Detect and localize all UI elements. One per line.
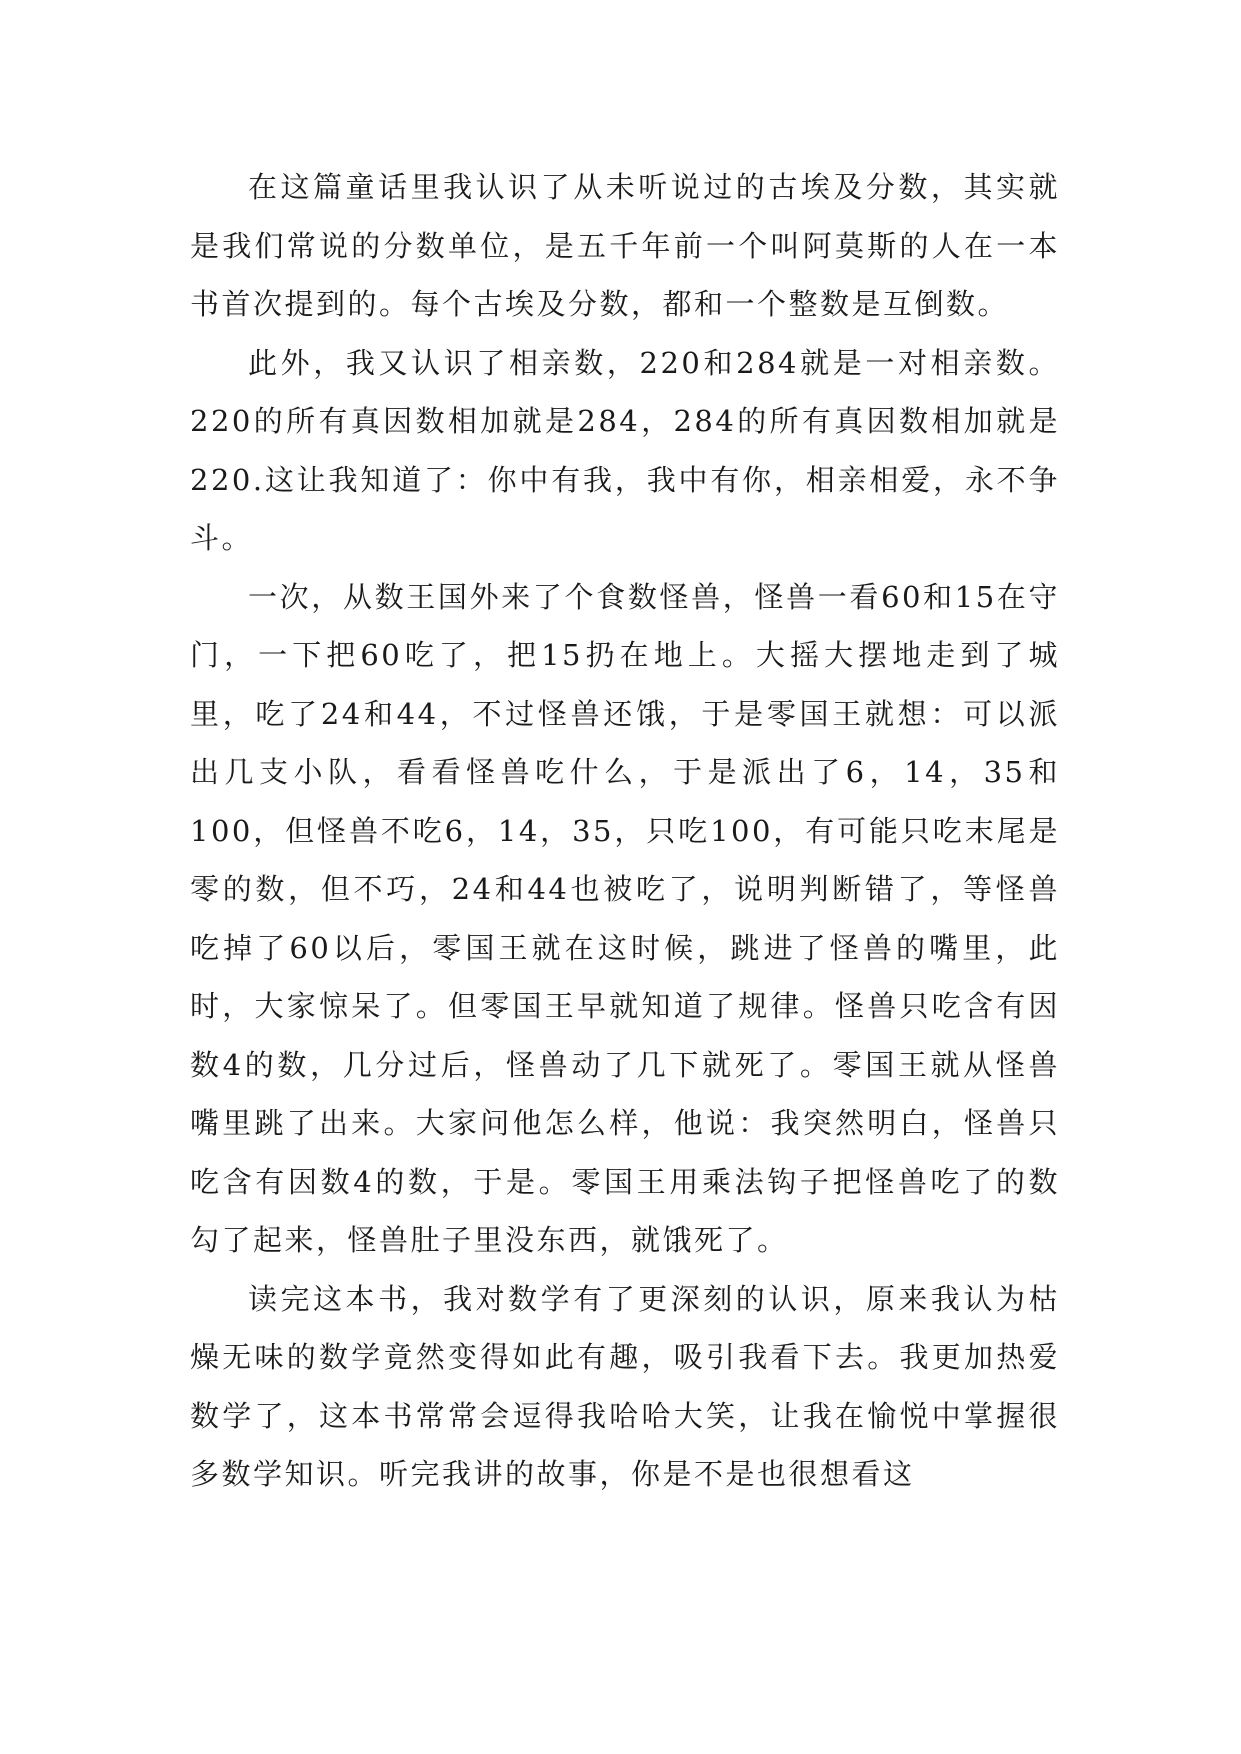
paragraph-egyptian-fractions: 在这篇童话里我认识了从未听说过的古埃及分数，其实就是我们常说的分数单位，是五千年前一个叫阿莫斯的人在一本书首次提到的。每个古埃及分数，都和一个整数是互倒数。 — [190, 170, 1060, 321]
paragraph-reflection: 读完这本书，我对数学有了更深刻的认识，原来我认为枯燥无味的数学竟然变得如此有趣，吸引我看下去。我更加热爱数学了，这本书常常会逗得我哈哈大笑，让我在愉悦中掌握很多数学知识。听完我讲的故事，你是不是也很想看这 — [190, 1281, 1060, 1491]
document-body — [190, 158, 1060, 1504]
paragraph-number-monster: 一次，从数王国外来了个食数怪兽，怪兽一看60和15在守门，一下把60吃了，把15扔在地上。大摇大摆地走到了城里，吃了24和44，不过怪兽还饿，于是零国王就想：可以派出几支小队，看看怪兽吃什么，于是派出了6，14，35和100，但怪兽不吃6，14，35，只吃100，有可能只吃末尾是零的数，但不巧，24和44也被吃了，说明判断错了，等怪兽吃掉了60以后，零国王就在这时候，跳进了怪兽的嘴里，此时，大家惊呆了。但零国王早就知道了规律。怪兽只吃含有因数4的数，几分过后，怪兽动了几下就死了。零国王就从怪兽嘴里跳了出来。大家问他怎么样，他说：我突然明白，怪兽只吃含有因数4的数，于是。零国王用乘法钩子把怪兽吃了的数勾了起来，怪兽肚子里没东西，就饿死了。 — [190, 579, 1060, 1257]
paragraph-amicable-numbers: 此外，我又认识了相亲数，220和284就是一对相亲数。220的所有真因数相加就是284，284的所有真因数相加就是220.这让我知道了：你中有我，我中有你，相亲相爱，永不争斗。 — [190, 345, 1060, 555]
